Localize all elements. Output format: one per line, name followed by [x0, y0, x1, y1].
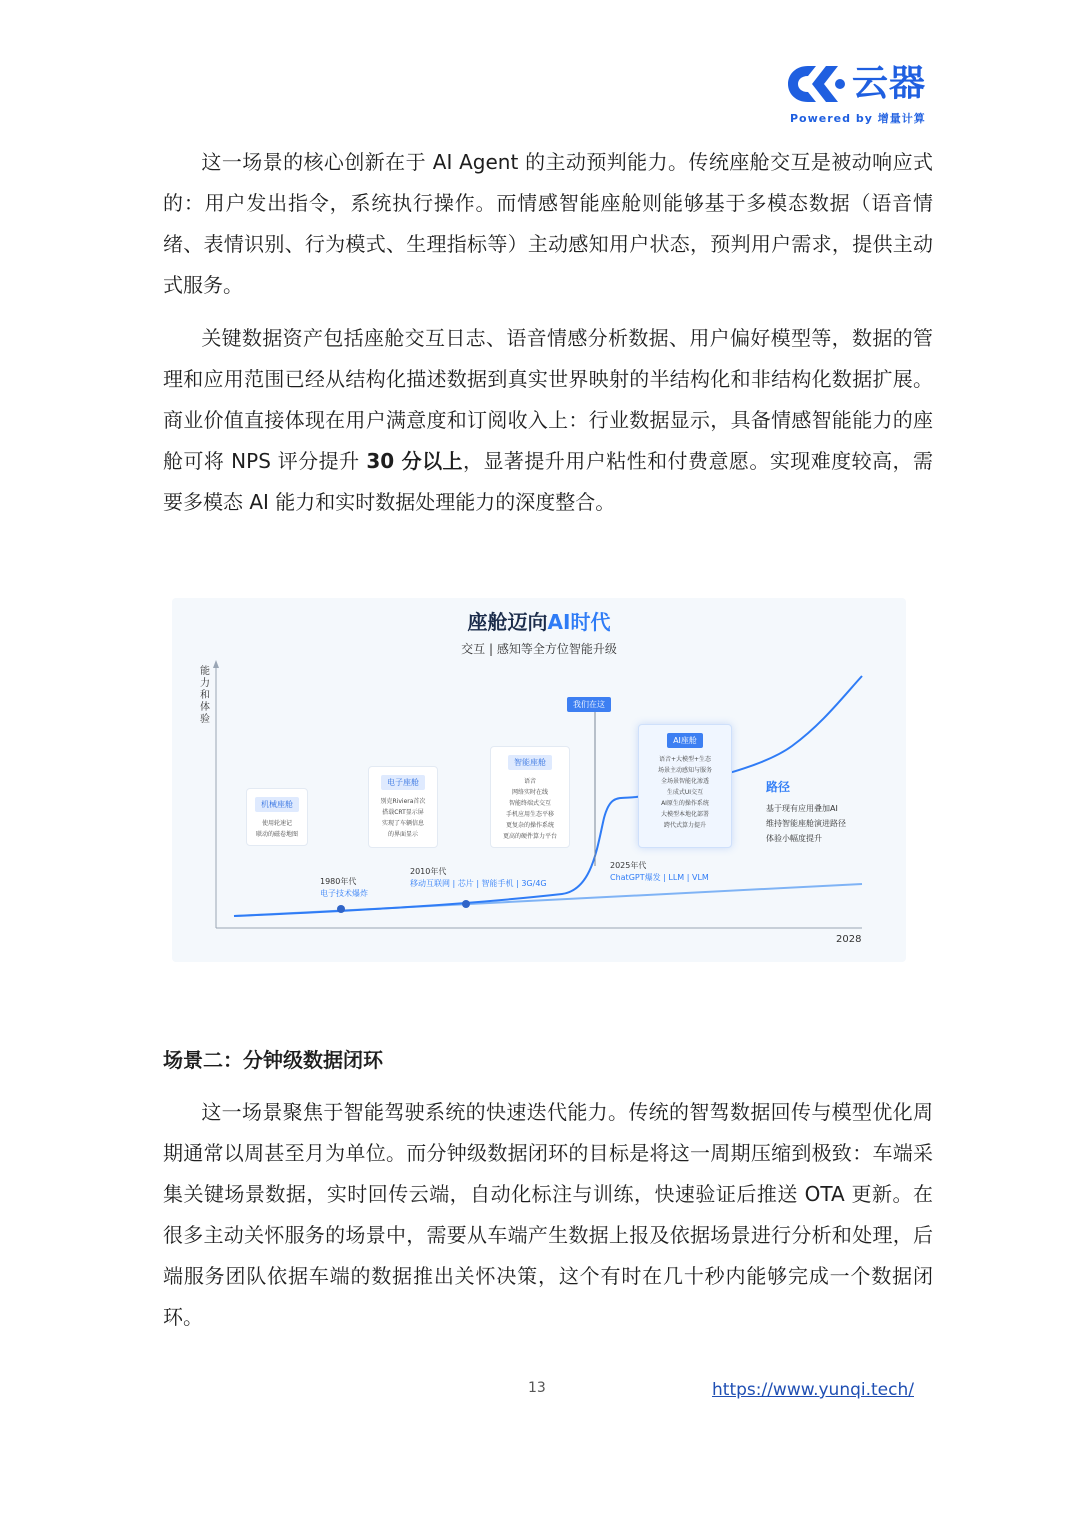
stage-line: AI原生的操作系统 [661, 800, 709, 807]
era-year: 2010年代 [410, 867, 447, 876]
path-annotation [766, 778, 886, 846]
stage-line: 场景主动感知与服务 [657, 767, 712, 774]
figure-y-axis-label: 能力和体验 [200, 666, 210, 725]
path-line: 基于现有应用叠加AI [766, 804, 838, 813]
logo-tagline: Powered by 增量计算 [790, 112, 926, 125]
era-desc: 电子技术爆炸 [320, 889, 368, 898]
path-line: 体验小幅度提升 [766, 834, 822, 843]
stage-line: 别克Riviera首次 [380, 798, 426, 805]
stage-line: 实现了车辆信息 [381, 820, 424, 827]
page-number: 13 [528, 1380, 546, 1396]
stage-line: 跨代式算力提升 [663, 822, 706, 829]
stage-tag: 电子座舱 [381, 775, 425, 790]
paragraph-text: ，显著提升用户粘性和付费意愿。实现难度较高，需要多模态 AI 能力和实时数据处理能力的深度整合。 [163, 449, 934, 514]
nps-highlight: 30 分以上 [366, 449, 463, 473]
figure-title-main: 座舱迈向 [467, 610, 548, 634]
section-title: 场景二：分钟级数据闭环 [163, 1048, 383, 1072]
figure-title [172, 606, 906, 635]
logo-name: 云器 [852, 63, 927, 104]
era-year: 2025年代 [610, 861, 647, 870]
figure-title-accent: AI时代 [547, 610, 611, 634]
current-position-marker: 我们在这 [567, 697, 611, 712]
era-2025s [610, 860, 709, 884]
stage-line: 更高的硬件算力平台 [502, 833, 557, 840]
paragraph-text: 这一场景的核心创新在于 AI Agent 的主动预判能力。传统座舱交互是被动响应式的：用户发出指令，系统执行操作。而情感智能座舱则能够基于多模态数据（语音情绪、表情识别、行为模式、生理指标等）主动感知用户状态，预判用户需求，提供主动式服务。 [163, 150, 933, 297]
figure-subtitle: 交互 | 感知等全方位智能升级 [461, 642, 617, 656]
stage-tag: 机械座舱 [255, 797, 299, 812]
era-desc: ChatGPT爆发 | LLM | VLM [610, 873, 709, 882]
era-1980s [320, 876, 368, 900]
stage-line: 联动的磁卷地图 [255, 831, 298, 838]
stage-card-smart [490, 746, 570, 848]
stage-line: 更复杂的操作系统 [505, 822, 554, 829]
stage-line: 智能终端式交互 [508, 800, 551, 807]
stage-tag: 智能座舱 [508, 755, 552, 770]
cockpit-ai-era-figure [172, 598, 906, 962]
stage-line: 网络实时在线 [511, 789, 548, 796]
stage-line: 手机应用生态平移 [505, 811, 554, 818]
stage-line: 全场景智能化渗透 [660, 778, 709, 785]
stage-line: 生成式UI交互 [666, 789, 704, 796]
paragraph-data-assets [163, 318, 933, 523]
paragraph-agent-innovation [163, 142, 933, 306]
stage-line: 语音 [523, 778, 536, 785]
era-desc: 移动互联网 | 芯片 | 智能手机 | 3G/4G [410, 879, 547, 888]
path-line: 维持智能座舱演进路径 [766, 819, 846, 828]
stage-line: 搭载CRT显示屏 [382, 809, 424, 816]
paragraph-text: 这一场景聚焦于智能驾驶系统的快速迭代能力。传统的智驾数据回传与模型优化周期通常以周甚至月为单位。而分钟级数据闭环的目标是将这一周期压缩到极致：车端采集关键场景数据，实时回传云端，自动化标注与训练，快速验证后推送 OTA 更新。在很多主动关怀服务的场景中，需要从车端产生数据上报及依据场景进行分析和处理，后端服务团队依据车端的数据推出关怀决策，这个有时在几十秒内能够完成一个数据闭环。 [163, 1100, 933, 1329]
stage-line: 大模型本地化部署 [660, 811, 709, 818]
stage-line: 的界面显示 [387, 831, 418, 838]
era-2010s [410, 866, 547, 890]
figure-x-axis-end-label: 2028 [836, 934, 862, 945]
stage-tag: AI座舱 [667, 733, 703, 748]
stage-card-ai [638, 724, 732, 848]
paragraph-text: 关键数据资产包括座舱交互日志、语音情感分析数据、用户偏好模型等，数据的管理和应用范围已经从结构化描述数据到真实世界映射的半结构化和非结构化数据扩展。商业价值直接体现在用户满意度和订阅收入上：行业数据显示，具备情感智能能力的座舱可将 NPS 评分提升 [163, 326, 933, 473]
brand-logo [786, 62, 926, 128]
stage-card-electronic [368, 766, 438, 848]
paragraph-data-loop [163, 1092, 933, 1338]
path-title: 路径 [766, 780, 791, 794]
stage-line: 使用轮速记 [261, 820, 292, 827]
website-link[interactable]: https://www.yunqi.tech/ [712, 1380, 914, 1400]
era-year: 1980年代 [320, 877, 357, 886]
stage-card-mechanical [246, 788, 308, 846]
stage-line: 语音+大模型+生态 [658, 756, 712, 763]
yunqi-logo-icon [786, 62, 848, 106]
